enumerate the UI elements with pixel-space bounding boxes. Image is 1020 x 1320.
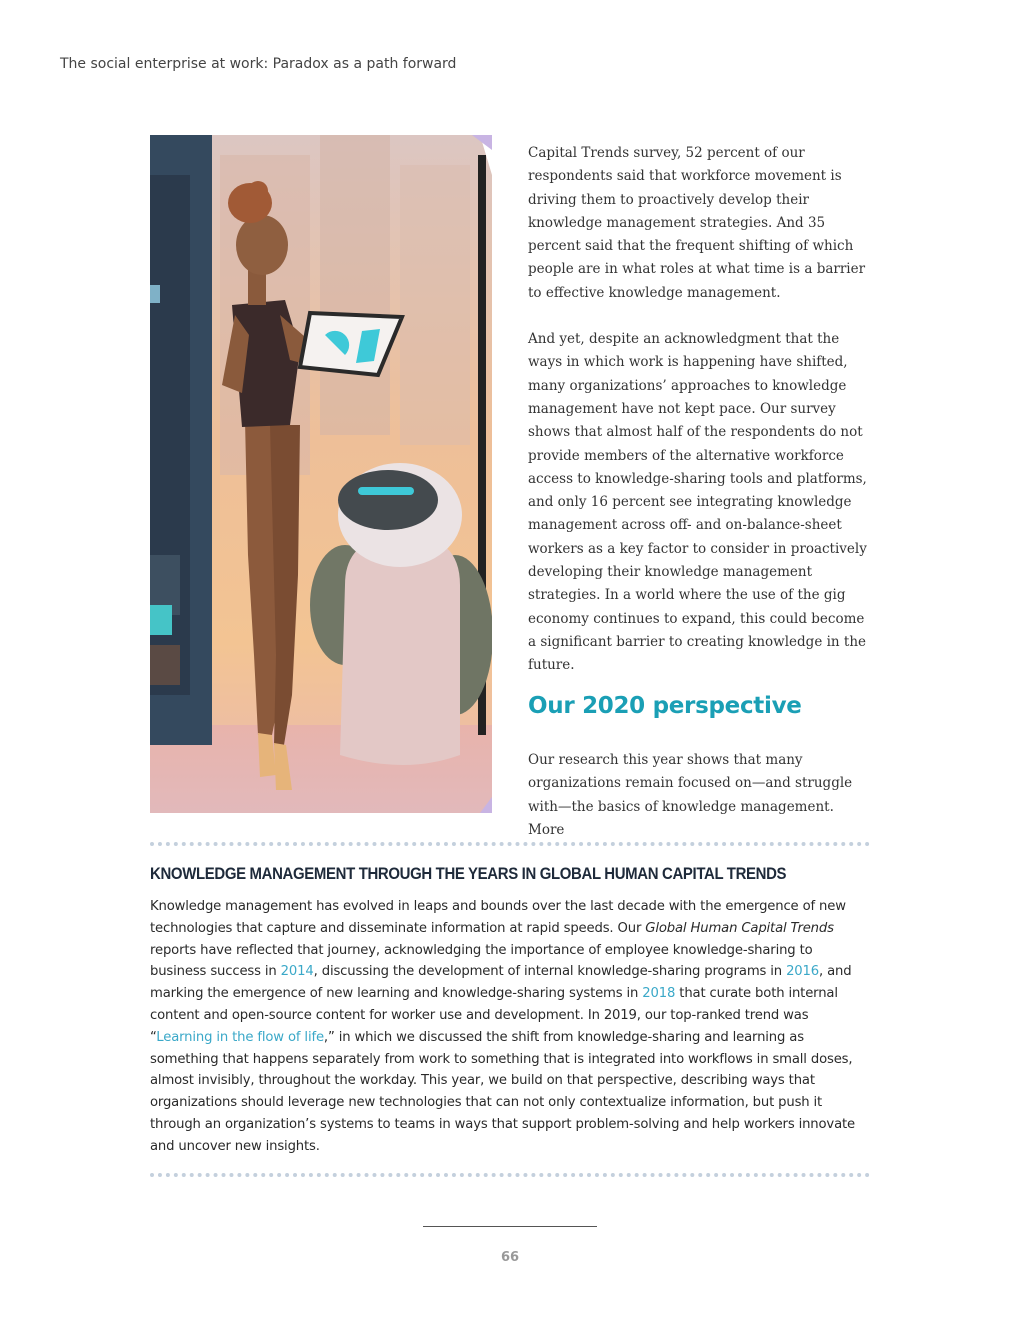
- body-column: [528, 142, 873, 678]
- link-learning-in-the-flow-of-life[interactable]: Learning in the flow of life: [156, 1029, 324, 1045]
- link-2016[interactable]: 2016: [786, 964, 820, 980]
- sidebar-text: , and marking the emergence of new learning and knowledge-sharing systems in: [150, 964, 852, 1002]
- section-heading: Our 2020 perspective: [528, 693, 802, 719]
- sidebar-text: , discussing the development of internal knowledge-sharing programs in: [313, 964, 787, 980]
- sidebar-text: Knowledge management has evolved in leaps and bounds over the last decade with the emergence of new technologies that capture and disseminate information at rapid speeds. Our: [150, 899, 846, 936]
- page-number: 66: [500, 1250, 520, 1265]
- body-paragraph-3: Our research this year shows that many organizations remain focused on—and struggle with—the basics of knowledge management. More: [528, 752, 853, 838]
- footer-rule: [423, 1226, 597, 1227]
- running-head: The social enterprise at work: Paradox as a path forward: [60, 56, 457, 72]
- sidebar-title: KNOWLEDGE MANAGEMENT THROUGH THE YEARS IN GLOBAL HUMAN CAPITAL TRENDS: [150, 864, 787, 883]
- sidebar-top-divider: [150, 842, 870, 846]
- body-paragraph-1: Capital Trends survey, 52 percent of our respondents said that workforce movement is driving them to proactively develop their knowledge management strategies. And 35 percent said that the frequent shifting of which people are in what roles at what time is a barrier to effective knowledge management.: [528, 145, 866, 301]
- illustration-woman-tablet-robot: [150, 135, 492, 813]
- sidebar-italic-title: Global Human Capital Trends: [645, 920, 834, 936]
- link-2018[interactable]: 2018: [642, 986, 676, 1002]
- sidebar-bottom-divider: [150, 1173, 870, 1177]
- link-2014[interactable]: 2014: [280, 964, 314, 980]
- body-paragraph-2: And yet, despite an acknowledgment that the ways in which work is happening have shifted, many organizations’ approaches to knowledge management have not kept pace. Our survey shows that almost half of the respondents do not provide members of the alternative workforce access to knowledge-sharing tools and platforms, and only 16 percent see integrating knowledge management across off- and on-balance-sheet workers as a key factor to consider in proactively developing their knowledge management strategies. In a world where the use of the gig economy continues to expand, this could become a significant barrier to creating knowledge in the future.: [528, 331, 867, 674]
- sidebar-body: [150, 896, 872, 1158]
- sidebar-text: that curate both internal content and open-source content for worker use and development. In 2019, our top-ranked trend was “: [150, 986, 838, 1045]
- sidebar-text: ,” in which we discussed the shift from knowledge-sharing and learning as something that happens separately from work to something that is integrated into workflows in small doses, almost invisibly, throughout the workday. This year, we build on that perspective, describing ways that organizations should leverage new technologies that can not only contextualize information, but push it through an organization’s systems to teams in ways that support problem-solving and help workers innovate and uncover new insights.: [150, 1029, 856, 1154]
- sidebar-text: reports have reflected that journey, acknowledging the importance of employee knowledge-sharing to business success in: [150, 942, 813, 980]
